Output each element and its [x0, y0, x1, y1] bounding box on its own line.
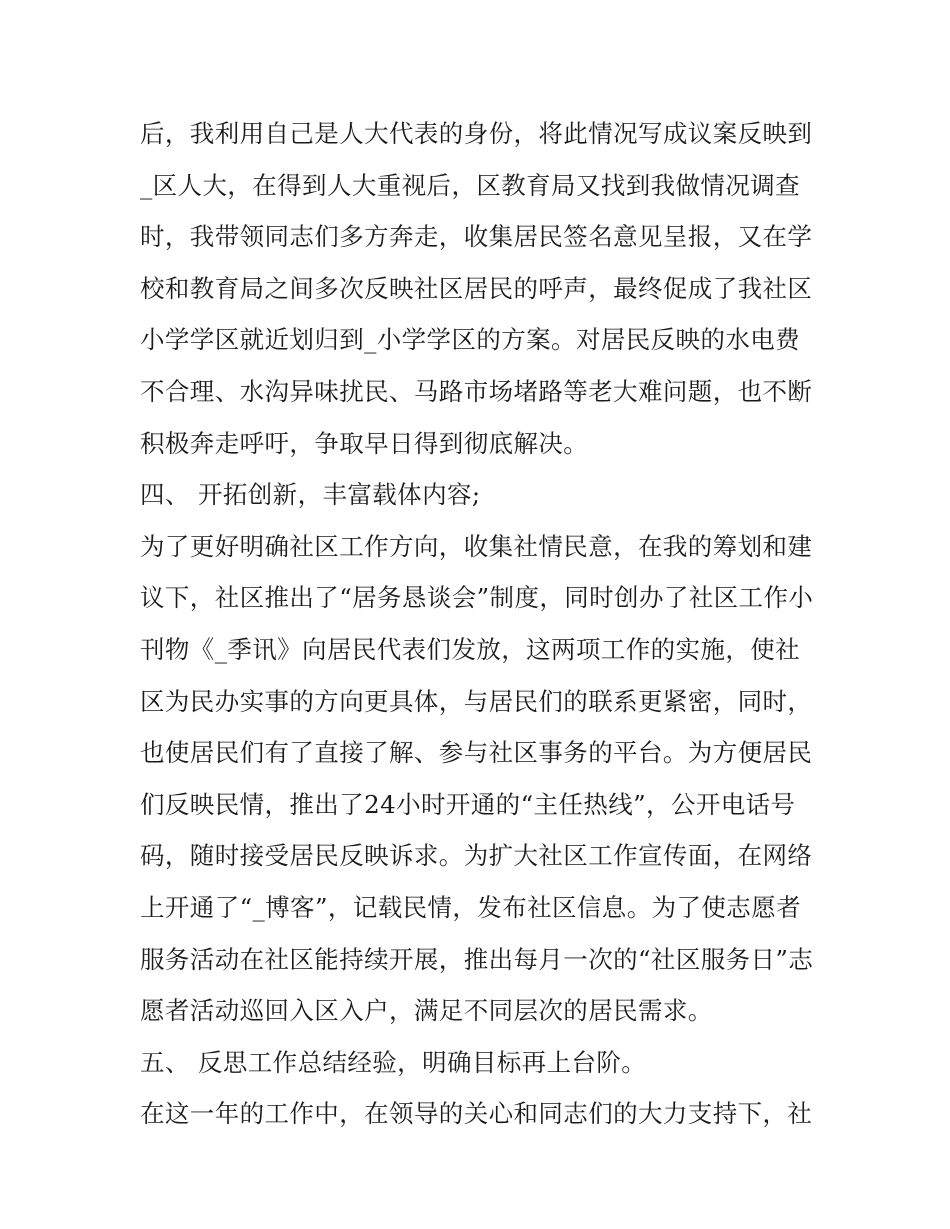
text-line: 刊物《_季讯》向居民代表们发放，这两项工作的实施，使社 — [140, 634, 801, 664]
text-line: 也使居民们有了直接了解、参与社区事务的平台。为方便居民 — [140, 738, 813, 768]
text-line: 积极奔走呼吁，争取早日得到彻底解决。 — [140, 428, 589, 458]
text-line: 为了更好明确社区工作方向，收集社情民意，在我的筹划和建 — [140, 531, 813, 561]
text-line: 不合理、水沟异味扰民、马路市场堵路等老大难问题，也不断 — [140, 376, 813, 406]
text-line: 在这一年的工作中，在领导的关心和同志们的大力支持下，社 — [140, 1099, 813, 1129]
text-line: 区为民办实事的方向更具体，与居民们的联系更紧密，同时， — [140, 686, 813, 716]
text-line: 上开通了“_博客”，记载民情，发布社区信息。为了使志愿者 — [140, 892, 801, 922]
text-line: 议下，社区推出了“居务恳谈会”制度，同时创办了社区工作小 — [140, 583, 814, 613]
text-line: 校和教育局之间多次反映社区居民的呼声，最终促成了我社区 — [140, 273, 813, 303]
text-line: 码，随时接受居民反映诉求。为扩大社区工作宣传面，在网络 — [140, 841, 813, 871]
section-heading: 五、 反思工作总结经验，明确目标再上台阶。 — [140, 1047, 647, 1077]
text-line: 们反映民情，推出了24小时开通的“主任热线”，公开电话号 — [140, 789, 796, 819]
text-line: 时，我带领同志们多方奔走，收集居民签名意见呈报，又在学 — [140, 222, 813, 252]
text-line: 服务活动在社区能持续开展，推出每月一次的“社区服务日”志 — [140, 944, 814, 974]
section-heading: 四、 开拓创新，丰富载体内容; — [140, 480, 481, 510]
document-body — [140, 108, 820, 1140]
text-line: _区人大，在得到人大重视后，区教育局又找到我做情况调查 — [140, 170, 801, 200]
text-line: 愿者活动巡回入区入户，满足不同层次的居民需求。 — [140, 996, 713, 1026]
text-line: 后，我利用自己是人大代表的身份，将此情况写成议案反映到 — [140, 119, 813, 148]
text-line: 小学学区就近划归到_小学学区的方案。对居民反映的水电费 — [140, 325, 801, 355]
